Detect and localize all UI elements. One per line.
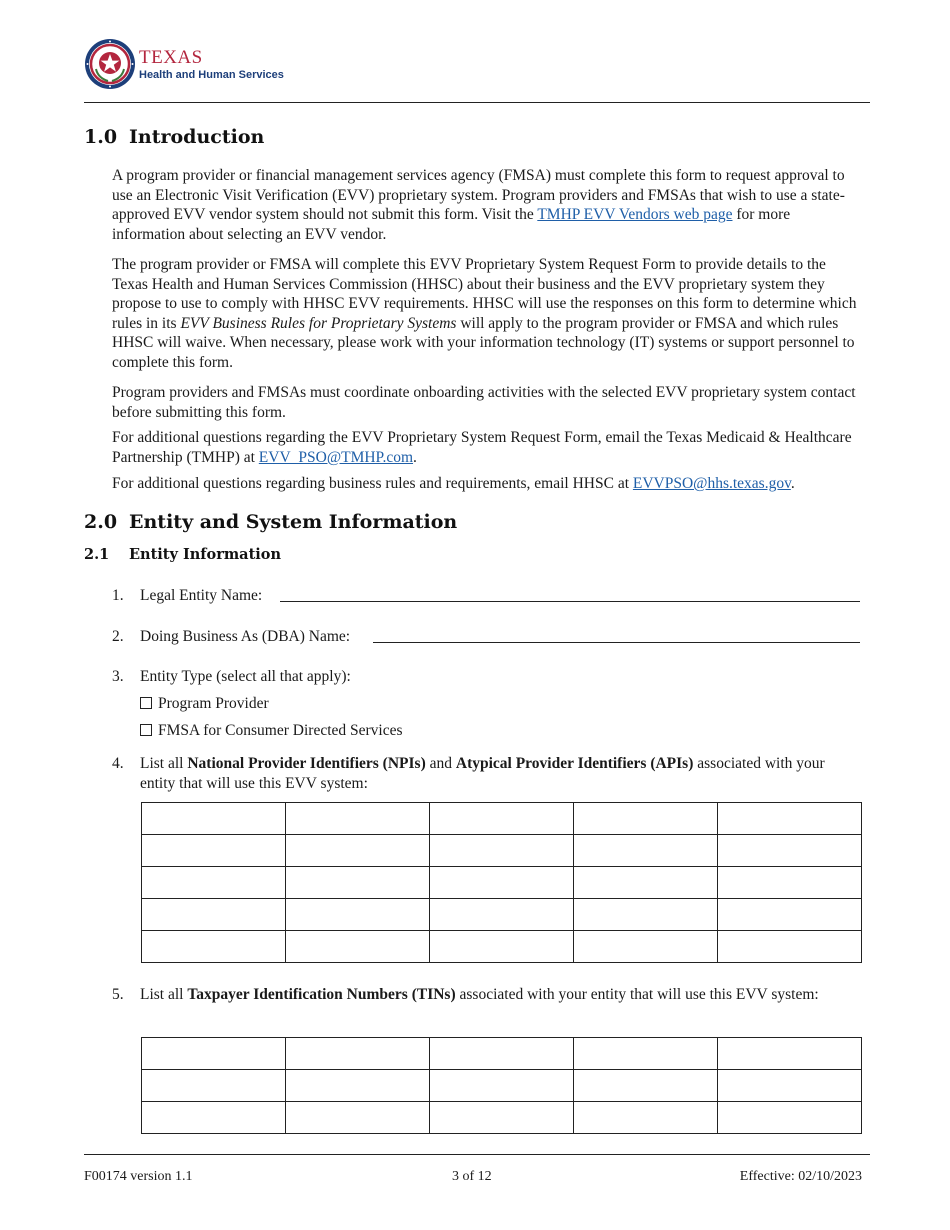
table-cell[interactable] — [718, 931, 862, 963]
table-cell[interactable] — [430, 835, 574, 867]
checkbox-icon[interactable] — [140, 697, 152, 709]
item-label — [140, 985, 862, 1005]
table-row — [142, 1102, 862, 1134]
table-cell[interactable] — [718, 899, 862, 931]
table-row — [142, 931, 862, 963]
checkbox-label: FMSA for Consumer Directed Services — [158, 722, 403, 739]
table-cell[interactable] — [430, 931, 574, 963]
table-row — [142, 1038, 862, 1070]
table-cell[interactable] — [574, 835, 718, 867]
item-number: 4. — [112, 755, 124, 772]
intro-paragraph-4 — [112, 428, 864, 467]
table-cell[interactable] — [574, 1102, 718, 1134]
tmhp-email-link[interactable]: EVV_PSO@TMHP.com — [258, 448, 414, 466]
paragraph-text: for more information about selecting an EVV vendor. — [112, 206, 791, 243]
table-cell[interactable] — [574, 867, 718, 899]
item-label: Doing Business As (DBA) Name: — [140, 628, 351, 645]
intro-paragraph-2 — [112, 255, 864, 373]
label-text: associated with your entity that will use this EVV system: — [140, 755, 825, 792]
label-bold-npis: National Provider Identifiers (NPIs) — [187, 755, 426, 772]
dba-name-field[interactable] — [373, 642, 860, 643]
table-cell[interactable] — [718, 1102, 862, 1134]
section-number: 2.0 — [84, 511, 118, 533]
checkbox-program-provider[interactable] — [140, 694, 269, 713]
table-cell[interactable] — [142, 1038, 286, 1070]
table-cell[interactable] — [430, 1038, 574, 1070]
table-cell[interactable] — [142, 931, 286, 963]
logo-subtitle: Health and Human Services — [139, 69, 284, 81]
form-item-legal-entity-name — [112, 586, 862, 606]
page-footer — [84, 1154, 870, 1184]
section-title: Entity and System Information — [129, 511, 458, 533]
table-cell[interactable] — [142, 899, 286, 931]
table-cell[interactable] — [718, 867, 862, 899]
table-cell[interactable] — [718, 1038, 862, 1070]
table-cell[interactable] — [142, 835, 286, 867]
paragraph-text: For additional questions regarding business rules and requirements, email HHSC at — [112, 475, 633, 492]
table-cell[interactable] — [718, 835, 862, 867]
paragraph-text: For additional questions regarding the EVV Proprietary System Request Form, email the Texas Medicaid & Healthcare Partnership (TMHP) at — [112, 429, 852, 466]
hhs-logo — [84, 38, 314, 90]
table-cell[interactable] — [142, 1070, 286, 1102]
table-cell[interactable] — [286, 931, 430, 963]
checkbox-fmsa-cds[interactable] — [140, 721, 403, 740]
form-item-tins — [112, 985, 862, 1025]
table-cell[interactable] — [142, 867, 286, 899]
section-heading-introduction — [84, 126, 264, 148]
table-cell[interactable] — [718, 803, 862, 835]
table-cell[interactable] — [286, 1102, 430, 1134]
checkbox-label: Program Provider — [158, 695, 269, 712]
table-cell[interactable] — [286, 899, 430, 931]
section-number: 1.0 — [84, 126, 118, 148]
tin-table — [141, 1037, 862, 1134]
table-row — [142, 835, 862, 867]
checkbox-icon[interactable] — [140, 724, 152, 736]
hhsc-email-link[interactable]: EVVPSO@hhs.texas.gov — [632, 475, 791, 492]
paragraph-text: The program provider or FMSA will complete this EVV Proprietary System Request Form to provide details to the Texas Health and Human Services Commission (HHSC) about their business and the EVV proprietary system they propose to use to comply with HHSC EVV requirements. HHSC will use the responses on this form to determine which rules in its — [112, 256, 857, 332]
legal-entity-name-field[interactable] — [280, 601, 860, 602]
form-item-dba-name — [112, 627, 862, 647]
table-row — [142, 899, 862, 931]
form-item-entity-type — [112, 667, 862, 687]
table-row — [142, 1070, 862, 1102]
paragraph-text: A program provider or financial management services agency (FMSA) must complete this form to request approval to use an Electronic Visit Verification (EVV) proprietary system. Program providers and FMSAs that wish to use a state-approved EVV vendor system should not submit this form. Visit the — [112, 167, 845, 224]
business-rules-title: EVV Business Rules for Proprietary Systems — [180, 314, 457, 332]
table-cell[interactable] — [574, 899, 718, 931]
item-label: Legal Entity Name: — [140, 587, 263, 604]
table-cell[interactable] — [430, 1102, 574, 1134]
table-cell[interactable] — [286, 803, 430, 835]
table-cell[interactable] — [430, 899, 574, 931]
subsection-title: Entity Information — [129, 546, 282, 563]
footer-page-number: 3 of 12 — [452, 1169, 492, 1184]
footer-form-id: F00174 version 1.1 — [84, 1169, 193, 1184]
paragraph-text: will apply to the program provider or FMSA and which rules HHSC will waive. When necessary, please work with your information technology (IT) systems or support personnel to complete this form. — [112, 314, 855, 371]
table-cell[interactable] — [430, 1070, 574, 1102]
item-number: 3. — [112, 668, 124, 685]
label-bold-tins: Taxpayer Identification Numbers (TINs) — [187, 986, 456, 1003]
item-label — [140, 754, 862, 793]
logo-title: TEXAS — [139, 47, 203, 68]
footer-effective-date: Effective: 02/10/2023 — [739, 1169, 862, 1184]
texas-seal-icon — [84, 38, 136, 90]
table-row — [142, 867, 862, 899]
subsection-heading-entity-info — [84, 546, 281, 563]
table-cell[interactable] — [286, 1038, 430, 1070]
paragraph-text: . — [790, 475, 795, 492]
table-cell[interactable] — [142, 803, 286, 835]
item-label: Entity Type (select all that apply): — [140, 668, 351, 685]
item-number: 1. — [112, 587, 124, 604]
paragraph-text: . — [413, 448, 417, 466]
label-text: and — [425, 755, 456, 772]
table-cell[interactable] — [718, 1070, 862, 1102]
section-heading-entity-system — [84, 511, 457, 533]
table-cell[interactable] — [574, 931, 718, 963]
intro-paragraph-5 — [112, 474, 864, 494]
intro-paragraph-3: Program providers and FMSAs must coordinate onboarding activities with the selected EVV proprietary system contact before submitting this form. — [112, 384, 856, 421]
table-cell[interactable] — [142, 1102, 286, 1134]
label-text: List all — [140, 755, 188, 772]
label-text: associated with your entity that will use this EVV system: — [455, 986, 819, 1003]
table-cell[interactable] — [574, 1070, 718, 1102]
npi-api-table — [141, 802, 862, 963]
table-cell[interactable] — [286, 835, 430, 867]
table-cell[interactable] — [286, 867, 430, 899]
section-title: Introduction — [129, 126, 265, 148]
intro-paragraph-1 — [112, 166, 864, 244]
subsection-number: 2.1 — [84, 546, 110, 563]
label-bold-apis: Atypical Provider Identifiers (APIs) — [455, 755, 694, 772]
table-cell[interactable] — [430, 803, 574, 835]
table-cell[interactable] — [430, 867, 574, 899]
table-row — [142, 803, 862, 835]
item-number: 2. — [112, 628, 124, 645]
tmhp-evv-vendors-link[interactable]: TMHP EVV Vendors web page — [537, 206, 733, 224]
table-cell[interactable] — [286, 1070, 430, 1102]
label-text: List all — [140, 986, 188, 1003]
page-header — [84, 36, 870, 103]
form-item-npis-apis — [112, 754, 862, 794]
item-number: 5. — [112, 986, 124, 1003]
table-cell[interactable] — [574, 1038, 718, 1070]
table-cell[interactable] — [574, 803, 718, 835]
